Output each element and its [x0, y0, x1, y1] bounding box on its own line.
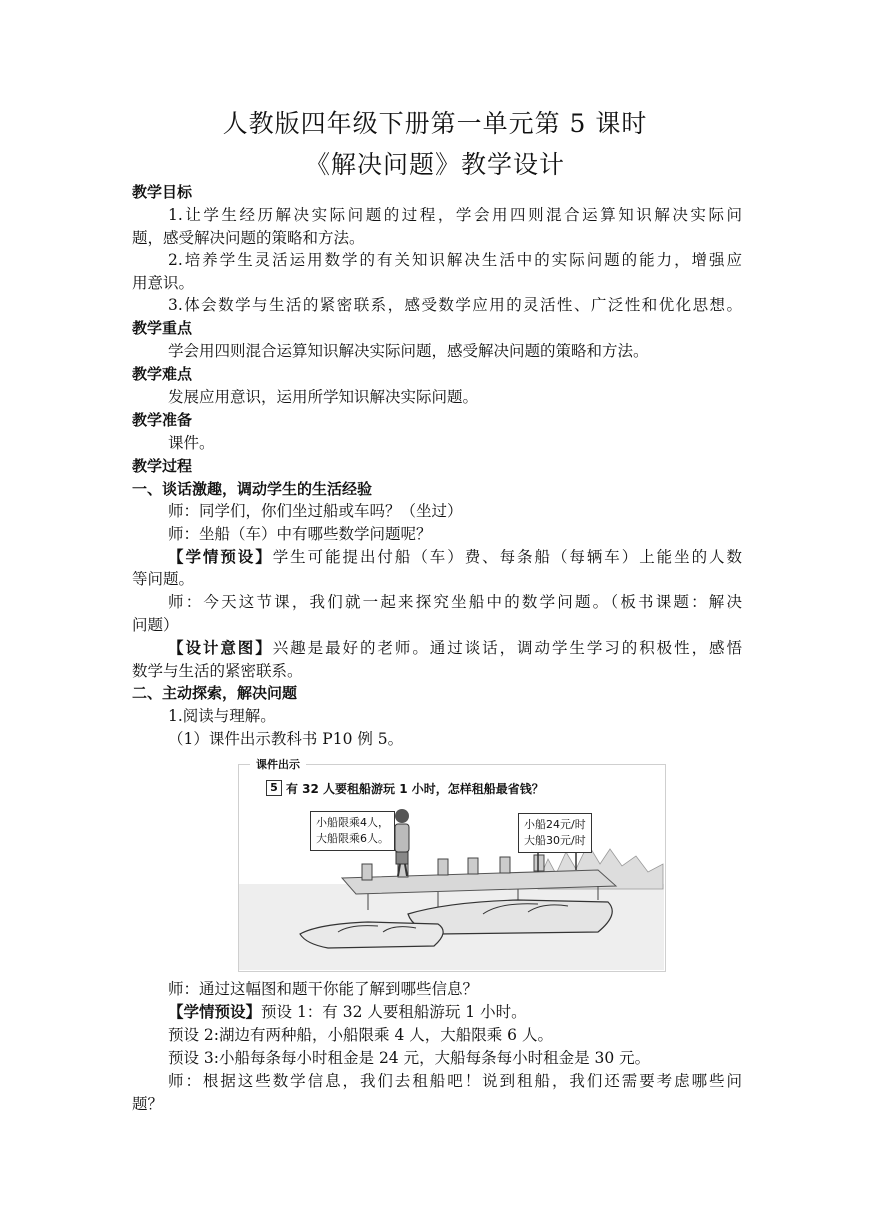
preset-line-1 [168, 1002, 742, 1022]
design-intent-label: 【设计意图】 [168, 639, 273, 657]
goal-heading: 教学目标 [132, 183, 193, 201]
difficulty-text: 发展应用意识，运用所学知识解决实际问题。 [168, 388, 479, 406]
preset-paragraph-line-a [168, 547, 742, 567]
goal1-line-a: 1.让学生经历解决实际问题的过程，学会用四则混合运算知识解决实际问 [168, 206, 742, 224]
example-illustration [238, 758, 666, 972]
preset-line-3: 预设 3:小船每条每小时租金是 24 元，大船每条每小时租金是 30 元。 [168, 1049, 651, 1067]
price-sign-line1: 小船24元/时 [524, 818, 586, 831]
courseware-tag: 课件出示 [250, 756, 306, 772]
difficulty-heading: 教学难点 [132, 365, 193, 383]
capacity-sign [310, 811, 395, 851]
closing-line-a: 师：根据这些数学信息，我们去租船吧！说到租船，我们还需要考虑哪些问 [168, 1072, 742, 1090]
design-intent-text: 兴趣是最好的老师。通过谈话，调动学生学习的积极性，感悟 [272, 639, 742, 657]
design-intent-line-a [168, 638, 742, 658]
page-title-line1: 人教版四年级下册第一单元第 5 课时 [222, 109, 648, 138]
price-sign-line2: 大船30元/时 [524, 834, 586, 847]
dialogue-line-2: 师：坐船（车）中有哪些数学问题呢？ [168, 525, 432, 543]
question-line-1: 师：通过这幅图和题干你能了解到哪些信息？ [168, 980, 479, 998]
closing-line-b: 题？ [132, 1095, 164, 1113]
design-intent-line-b: 数学与生活的紧密联系。 [132, 662, 303, 680]
preset-label-2: 【学情预设】 [168, 1003, 262, 1021]
intro-line-a: 师：今天这节课，我们就一起来探究坐船中的数学问题。（板书课题：解决 [168, 593, 742, 611]
section1-heading: 一、谈话激趣，调动学生的生活经验 [132, 480, 373, 498]
intro-line-b: 问题） [132, 616, 179, 634]
prep-heading: 教学准备 [132, 411, 193, 429]
key-text: 学会用四则混合运算知识解决实际问题，感受解决问题的策略和方法。 [168, 342, 649, 360]
example-number: 5 [266, 780, 282, 796]
capacity-sign-line2: 大船限乘6人。 [316, 832, 389, 845]
preset-text: 学生可能提出付船（车）费、每条船（每辆车）上能坐的人数 [272, 548, 742, 566]
section2-heading: 二、主动探索，解决问题 [132, 684, 298, 702]
step1-sub-line: （1）课件出示教科书 P10 例 5。 [168, 730, 404, 748]
goal1-line-b: 题，感受解决问题的策略和方法。 [132, 229, 365, 247]
prep-text: 课件。 [168, 434, 215, 452]
process-heading: 教学过程 [132, 457, 193, 475]
preset-1-text: 预设 1：有 32 人要租船游玩 1 小时。 [261, 1003, 527, 1021]
key-heading: 教学重点 [132, 319, 193, 337]
step1-line: 1.阅读与理解。 [168, 707, 276, 725]
preset-line-2: 预设 2:湖边有两种船，小船限乘 4 人，大船限乘 6 人。 [168, 1026, 553, 1044]
goal2-line-a: 2.培养学生灵活运用数学的有关知识解决生活中的实际问题的能力，增强应 [168, 251, 742, 269]
page-title-line2: 《解决问题》教学设计 [304, 150, 565, 179]
preset-label: 【学情预设】 [168, 548, 273, 566]
capacity-sign-line1: 小船限乘4人， [316, 816, 389, 829]
goal2-line-b: 用意识。 [132, 274, 195, 292]
dialogue-line-1: 师：同学们，你们坐过船或车吗？（坐过） [168, 502, 463, 520]
price-sign [518, 813, 592, 853]
goal3-line: 3.体会数学与生活的紧密联系，感受数学应用的灵活性、广泛性和优化思想。 [168, 296, 742, 314]
example-question: 有 32 人要租船游玩 1 小时，怎样租船最省钱？ [286, 782, 544, 796]
preset-paragraph-line-b: 等问题。 [132, 570, 195, 588]
